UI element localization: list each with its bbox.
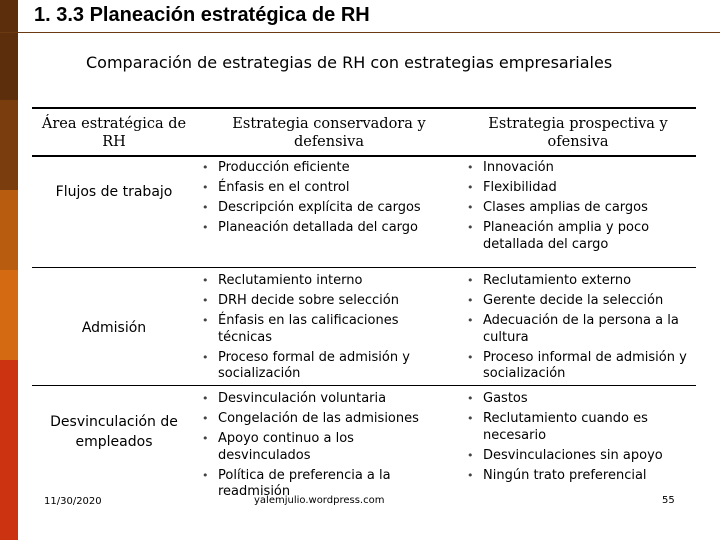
row-area-label: Desvinculación de empleados [50,414,178,450]
bullet-icon: • [202,221,209,234]
list-item: • Desvinculación voluntaria [202,391,387,406]
list-item: • Innovación [467,160,554,175]
bullet-icon: • [467,161,474,174]
bullet-list [201,391,449,501]
sidebar-band [0,360,18,540]
row-prospectiva-cell [466,160,688,257]
slide-title: 1. 3.3 Planeación estratégica de RH [34,4,370,26]
list-item: • Reclutamiento externo [467,273,632,288]
list-item: • DRH decide sobre selección [202,293,399,308]
header-area: Área estratégica de RH [41,116,187,150]
slide-subtitle: Comparación de estrategias de RH con estrategias empresariales [86,53,613,72]
bullet-icon: • [467,468,474,482]
header-conservadora: Estrategia conservadora y defensiva [232,116,426,150]
row-conservadora-cell [201,391,449,504]
bullet-icon: • [467,294,474,307]
bullet-icon: • [467,412,474,425]
row-conservadora-cell [201,160,449,240]
list-item: • Proceso formal de admisión y socialización [202,349,410,381]
bullet-list [466,273,688,383]
bullet-icon: • [202,350,209,364]
bullet-icon: • [202,274,209,287]
bullet-icon: • [202,432,209,445]
list-item: • Flexibilidad [467,180,557,195]
bullet-list [201,273,449,383]
list-item: • Ningún trato preferencial [467,467,647,483]
list-item: • Reclutamiento interno [202,273,363,288]
row-prospectiva-cell [466,391,688,488]
list-item: • Gastos [467,391,528,406]
list-item: • Congelación de las admisiones [202,411,419,426]
sidebar-band [0,100,18,190]
bullet-icon: • [467,274,474,287]
list-item: • Descripción explícita de cargos [202,200,421,215]
row-area-label: Flujos de trabajo [55,184,173,200]
footer-date: 11/30/2020 [44,496,102,507]
list-item: • Proceso informal de admisión y socialización [467,349,687,381]
bullet-list [466,391,688,484]
bullet-icon: • [467,314,474,327]
bullet-icon: • [202,181,209,194]
sidebar-band [0,0,18,100]
list-item: • Planeación amplia y poco detallada del cargo [467,220,650,252]
bullet-icon: • [202,412,209,425]
list-item: • Apoyo continuo a los desvinculados [202,431,354,463]
title-underline [0,32,720,33]
bullet-icon: • [202,314,209,327]
table-row-rule [32,267,696,268]
decorative-sidebar [0,0,18,540]
list-item: • Planeación detallada del cargo [202,220,418,235]
bullet-icon: • [202,392,209,405]
list-item: • Clases amplias de cargos [467,200,648,215]
bullet-icon: • [202,468,209,482]
row-conservadora-cell [201,273,449,386]
list-item: • Adecuación de la persona a la cultura [467,313,679,345]
bullet-icon: • [202,294,209,307]
sidebar-band [0,270,18,360]
list-item: • Gerente decide la selección [467,293,664,308]
footer-page-number: 55 [662,495,675,506]
sidebar-band [0,190,18,270]
bullet-icon: • [202,201,209,214]
table-top-rule [32,107,696,109]
list-item: • Énfasis en las calificaciones técnicas [202,313,399,345]
row-prospectiva-cell [466,273,688,386]
list-item: • Énfasis en el control [202,180,350,195]
bullet-icon: • [467,181,474,194]
row-area-label: Admisión [81,320,147,336]
table-header-rule [32,155,696,157]
header-prospectiva: Estrategia prospectiva y ofensiva [488,116,668,150]
bullet-icon: • [467,392,474,405]
bullet-icon: • [202,161,209,174]
list-item: • Reclutamiento cuando es necesario [467,411,648,443]
bullet-icon: • [467,448,474,462]
list-item: • Política de preferencia a la readmisión [202,467,391,499]
bullet-list [201,160,449,237]
bullet-icon: • [467,350,474,364]
list-item: • Desvinculaciones sin apoyo [467,447,663,463]
list-item: • Producción eficiente [202,160,350,175]
bullet-list [466,160,688,253]
bullet-icon: • [467,201,474,214]
bullet-icon: • [467,221,474,234]
footer-site: yalemjulio.wordpress.com [254,495,385,506]
